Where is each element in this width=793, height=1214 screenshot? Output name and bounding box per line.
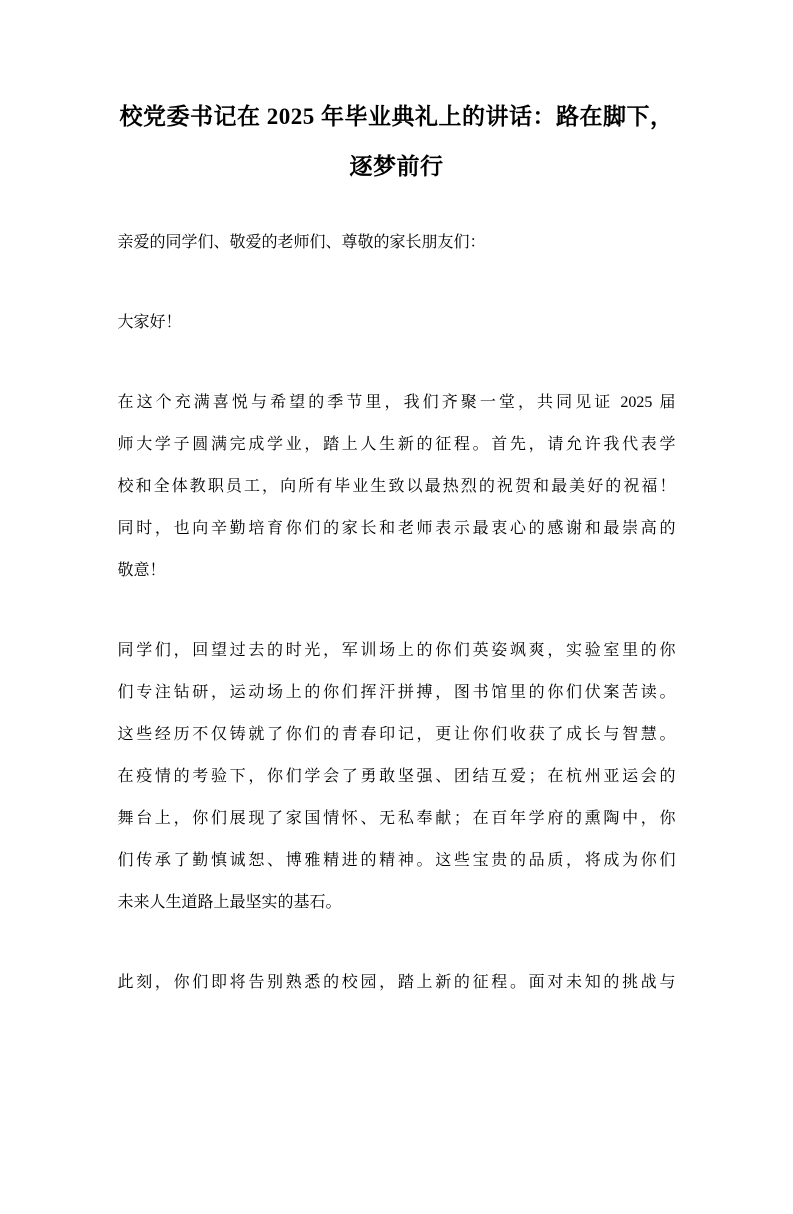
document-title xyxy=(118,92,676,192)
page xyxy=(0,92,793,1214)
document-page xyxy=(0,92,793,1214)
text-line: 校和全体教职员工，向所有毕业生致以最热烈的祝贺和最美好的祝福！ xyxy=(117,478,676,495)
text-line: 此刻，你们即将告别熟悉的校园，踏上新的征程。面对未知的挑战与 xyxy=(117,974,676,991)
text-line: 这些经历不仅铸就了你们的青春印记，更让你们收获了成长与智慧。 xyxy=(117,726,676,743)
paragraph xyxy=(118,382,676,592)
text-line: 在疫情的考验下，你们学会了勇敢坚强、团结互爱；在杭州亚运会的 xyxy=(117,768,676,785)
title-line: 逐梦前行 xyxy=(349,154,444,179)
text-line: 舞台上，你们展现了家国情怀、无私奉献；在百年学府的熏陶中，你 xyxy=(117,810,676,827)
text-line: 们传承了勤慎诚恕、博雅精进的精神。这些宝贵的品质，将成为你们 xyxy=(117,852,676,869)
text-line: 同时，也向辛勤培育你们的家长和老师表示最衷心的感谢和最崇高的 xyxy=(117,520,676,537)
paragraph xyxy=(118,222,676,264)
text-line: 在这个充满喜悦与希望的季节里，我们齐聚一堂，共同见证 2025 届 xyxy=(117,394,676,411)
paragraph xyxy=(118,630,676,924)
text-line: 未来人生道路上最坚实的基石。 xyxy=(117,894,342,911)
text-line: 们专注钻研，运动场上的你们挥汗拼搏，图书馆里的你们伏案苦读。 xyxy=(117,684,676,701)
title-line: 校党委书记在 2025 年毕业典礼上的讲话：路在脚下， xyxy=(119,104,674,129)
document-body xyxy=(118,222,676,1004)
text-line: 同学们，回望过去的时光，军训场上的你们英姿飒爽，实验室里的你 xyxy=(117,642,676,659)
text-line: 大家好！ xyxy=(117,314,182,331)
paragraph xyxy=(118,302,676,344)
text-line: 亲爱的同学们、敬爱的老师们、尊敬的家长朋友们： xyxy=(117,234,486,251)
paragraph xyxy=(118,962,676,1004)
text-line: 敬意！ xyxy=(117,562,166,579)
text-line: 师大学子圆满完成学业，踏上人生新的征程。首先，请允许我代表学 xyxy=(117,436,676,453)
